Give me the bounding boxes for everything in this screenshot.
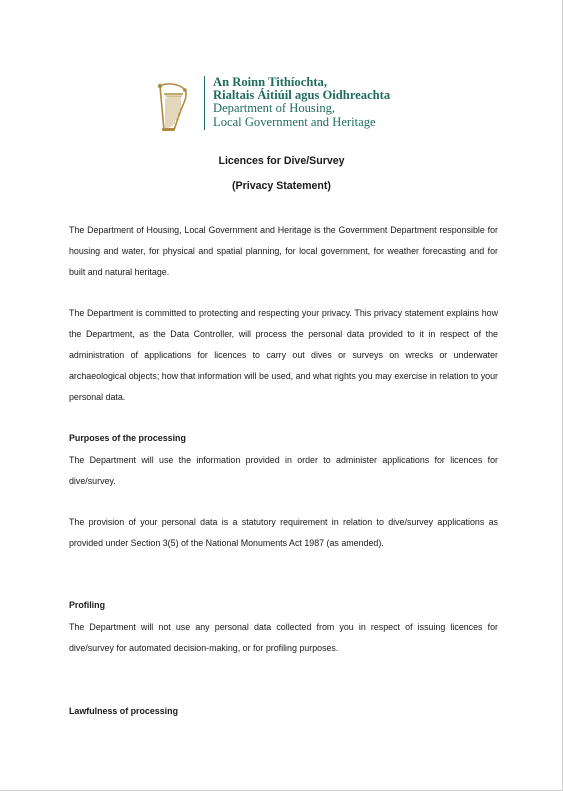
logo-line-english-1: Department of Housing, bbox=[213, 101, 336, 116]
profiling-heading: Profiling bbox=[69, 600, 105, 610]
document-title: Licences for Dive/Survey bbox=[218, 155, 345, 167]
lawfulness-heading: Lawfulness of processing bbox=[69, 706, 178, 716]
purposes-paragraph-1: The Department will use the information provided in order to administer applications for licences for dive/survey. bbox=[69, 455, 498, 486]
logo-text bbox=[213, 76, 390, 129]
purposes-heading: Purposes of the processing bbox=[69, 433, 186, 443]
logo-line-english-2: Local Government and Heritage bbox=[213, 114, 376, 129]
commitment-paragraph: The Department is committed to protecting and respecting your privacy. This privacy statement explains how the Department, as the Data Controller, will process the personal data provided to it in respect of the administration of applications for licences to carry out dives or surveys on wrecks or underwater archaeological objects; how that information will be used, and what rights you may exercise in relation to your personal data. bbox=[69, 308, 498, 402]
logo-line-irish-1: An Roinn Tithíochta, bbox=[213, 75, 327, 89]
harp-icon bbox=[154, 80, 190, 134]
logo-line-irish-2: Rialtais Áitiúil agus Oidhreachta bbox=[213, 88, 391, 103]
purposes-paragraph-2: The provision of your personal data is a statutory requirement in relation to dive/survey applications as provided under Section 3(5) of the National Monuments Act 1987 (as amended). bbox=[69, 517, 498, 548]
department-logo bbox=[154, 76, 390, 132]
document-subtitle: (Privacy Statement) bbox=[232, 180, 331, 192]
intro-paragraph: The Department of Housing, Local Government and Heritage is the Government Department responsible for housing and water, for physical and spatial planning, for local government, for weather forecasting and for built and natural heritage. bbox=[69, 225, 498, 277]
profiling-paragraph: The Department will not use any personal data collected from you in respect of issuing licences for dive/survey for automated decision-making, or for profiling purposes. bbox=[69, 622, 498, 653]
logo-divider bbox=[204, 76, 205, 130]
